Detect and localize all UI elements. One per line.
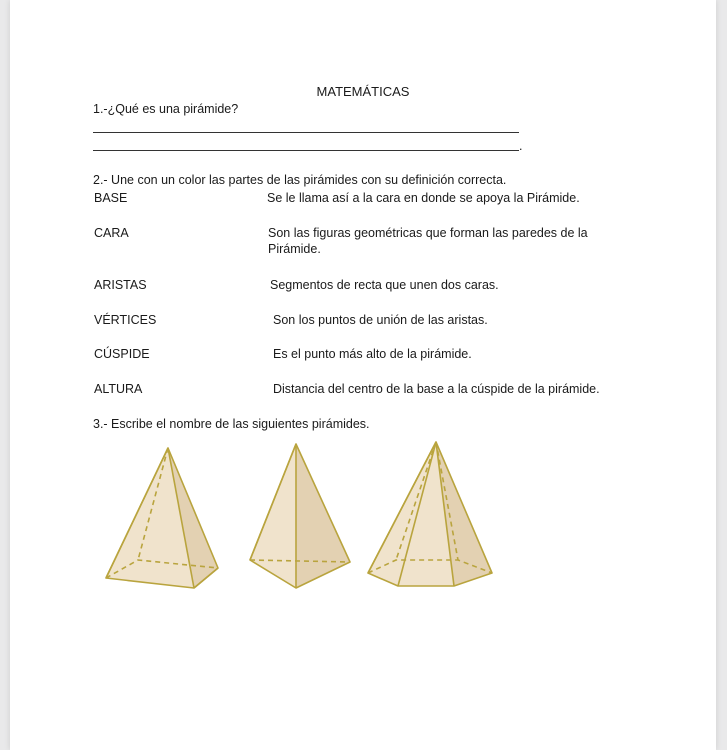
definition-cuspide[interactable]: Es el punto más alto de la pirámide. [273, 347, 472, 361]
page-title: MATEMÁTICAS [316, 84, 410, 99]
term-altura[interactable]: ALTURA [94, 382, 143, 396]
term-vertices[interactable]: VÉRTICES [94, 313, 157, 327]
triangular-pyramid-figure [248, 440, 358, 590]
definition-vertices[interactable]: Son los puntos de unión de las aristas. [273, 313, 488, 327]
definition-altura[interactable]: Distancia del centro de la base a la cúspide de la pirámide. [273, 382, 600, 396]
term-base[interactable]: BASE [94, 191, 128, 205]
question-2-instruction: 2.- Une con un color las partes de las pirámides con su definición correcta. [93, 173, 507, 187]
question-1: 1.-¿Qué es una pirámide? [93, 102, 239, 116]
answer-end-period: . [519, 139, 523, 153]
term-aristas[interactable]: ARISTAS [94, 278, 147, 292]
term-cara[interactable]: CARA [94, 226, 129, 240]
worksheet-page [10, 0, 716, 750]
answer-line-1[interactable] [93, 132, 519, 133]
hexagonal-pyramid-figure [366, 438, 496, 588]
square-pyramid-figure [100, 440, 230, 590]
definition-base[interactable]: Se le llama así a la cara en donde se apoya la Pirámide. [267, 191, 580, 205]
term-cuspide[interactable]: CÚSPIDE [94, 347, 150, 361]
answer-line-2[interactable] [93, 150, 519, 151]
definition-cara[interactable]: Son las figuras geométricas que forman las paredes de la Pirámide. [268, 226, 588, 256]
definition-aristas[interactable]: Segmentos de recta que unen dos caras. [270, 278, 499, 292]
question-3-instruction: 3.- Escribe el nombre de las siguientes pirámides. [93, 417, 370, 431]
